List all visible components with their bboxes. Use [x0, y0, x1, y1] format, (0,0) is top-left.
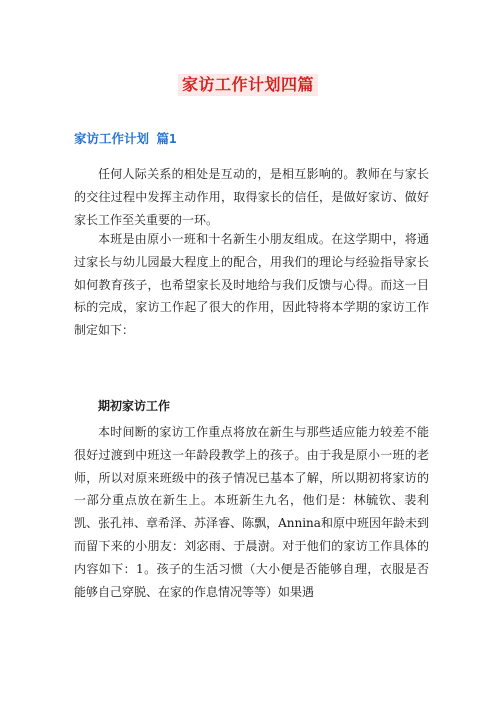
sub-heading: 期初家访工作: [98, 399, 171, 413]
section-heading: 家访工作计划 篇1: [74, 131, 177, 146]
paragraph-3: 本时间断的家访工作重点将放在新生与那些适应能力较差不能很好过渡到中班这一年龄段教学上的孩子。由于我是原小一班的老师，所以对原来班级中的孩子情况已基本了解，所以期初将家访的一部分重点放在新生上。本班新生九名，他们是：林毓钦、裴利凯、张孔祎、章希泽、苏泽睿、陈飘，Annina和原中班因年龄未到而留下来的小朋友：刘宓雨、于晨澍。对于他们的家访工作具体的内容如下：1。孩子的生活习惯（大小便是否能够自理，衣服是否能够自己穿脱、在家的作息情况等等）如果遇: [74, 425, 429, 599]
paragraph-1: 任何人际关系的相处是互动的，是相互影响的。教师在与家长的交往过程中发挥主动作用，取得家长的信任，是做好家访、做好家长工作至关重要的一环。: [74, 167, 429, 227]
paragraph-2: 本班是由原小一班和十名新生小朋友组成。在这学期中，将通过家长与幼儿园最大程度上的配合，用我们的理论与经验指导家长如何教育孩子，也希望家长及时地给与我们反馈与心得。而这一目标的完成，家访工作起了很大的作用，因此特将本学期的家访工作制定如下：: [74, 232, 429, 338]
document-title-text: 家访工作计划四篇: [178, 74, 318, 96]
document-title: [0, 74, 496, 96]
